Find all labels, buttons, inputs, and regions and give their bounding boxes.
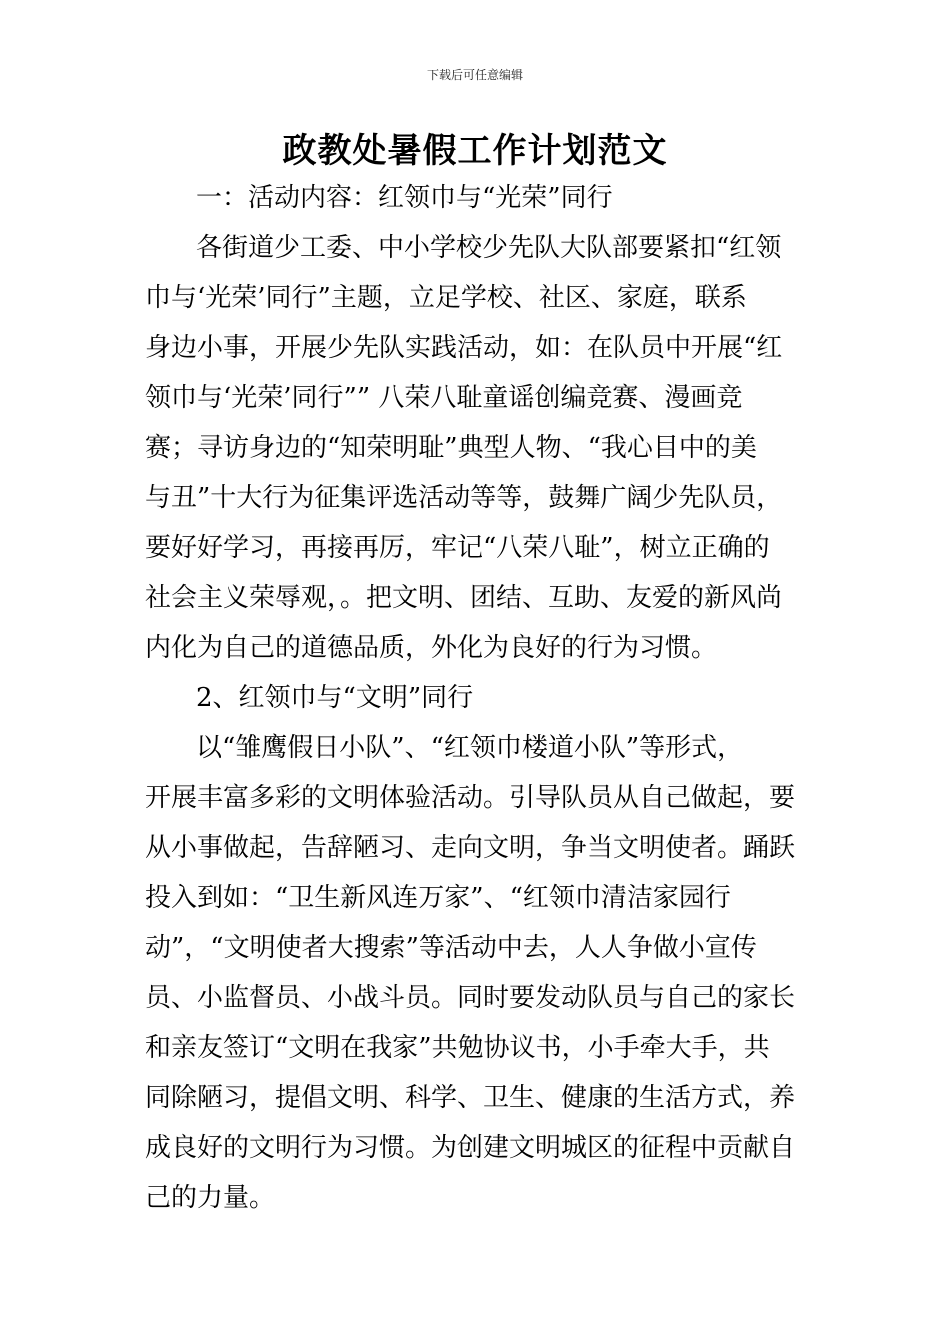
paragraph-line: 从小事做起，告辞陋习、走向文明，争当文明使者。踊跃 bbox=[145, 833, 796, 863]
paragraph-line: 和亲友签订“文明在我家”共勉协议书，小手牵大手，共 bbox=[145, 1033, 770, 1063]
paragraph-line: 身边小事，开展少先队实践活动，如：在队员中开展“红 bbox=[145, 333, 783, 363]
paragraph-line: 同除陋习，提倡文明、科学、卫生、健康的生活方式，养 bbox=[145, 1083, 796, 1113]
header-note: 下载后可任意编辑 bbox=[426, 68, 523, 82]
section-heading-2: 2、红领巾与“文明”同行 bbox=[196, 683, 474, 713]
paragraph-line: 赛；寻访身边的“知荣明耻”典型人物、“我心目中的美 bbox=[145, 433, 757, 463]
document-title: 政教处暑假工作计划范文 bbox=[282, 131, 668, 171]
paragraph-line: 内化为自己的道德品质，外化为良好的行为习惯。 bbox=[145, 633, 718, 663]
paragraph-line: 各街道少工委、中小学校少先队大队部要紧扣“红领 bbox=[196, 233, 782, 263]
section-heading-1: 一：活动内容：红领巾与“光荣”同行 bbox=[196, 183, 613, 213]
paragraph-line: 动”，“文明使者大搜索”等活动中去，人人争做小宣传 bbox=[145, 933, 757, 963]
paragraph-line: 社会主义荣辱观，。把文明、团结、互助、友爱的新风尚 bbox=[145, 583, 783, 613]
paragraph-line: 员、小监督员、小战斗员。同时要发动队员与自己的家长 bbox=[145, 983, 796, 1013]
paragraph-line: 巾与‘光荣’同行”主题，立足学校、社区、家庭，联系 bbox=[145, 283, 747, 313]
paragraph-line: 投入到如：“卫生新风连万家”、“红领巾清洁家园行 bbox=[145, 883, 731, 913]
paragraph-line: 要好好学习，再接再厉，牢记“八荣八耻”，树立正确的 bbox=[145, 533, 770, 563]
paragraph-line: 与丑”十大行为征集评选活动等等，鼓舞广阔少先队员， bbox=[145, 483, 783, 513]
paragraph-line: 以“雏鹰假日小队”、“红领巾楼道小队”等形式， bbox=[196, 733, 744, 763]
paragraph-line: 开展丰富多彩的文明体验活动。引导队员从自己做起，要 bbox=[145, 783, 796, 813]
paragraph-line: 领巾与‘光荣’同行”” 八荣八耻童谣创编竞赛、漫画竞 bbox=[145, 383, 743, 413]
paragraph-line: 成良好的文明行为习惯。为创建文明城区的征程中贡献自 bbox=[145, 1133, 796, 1163]
paragraph-line: 己的力量。 bbox=[145, 1183, 276, 1213]
